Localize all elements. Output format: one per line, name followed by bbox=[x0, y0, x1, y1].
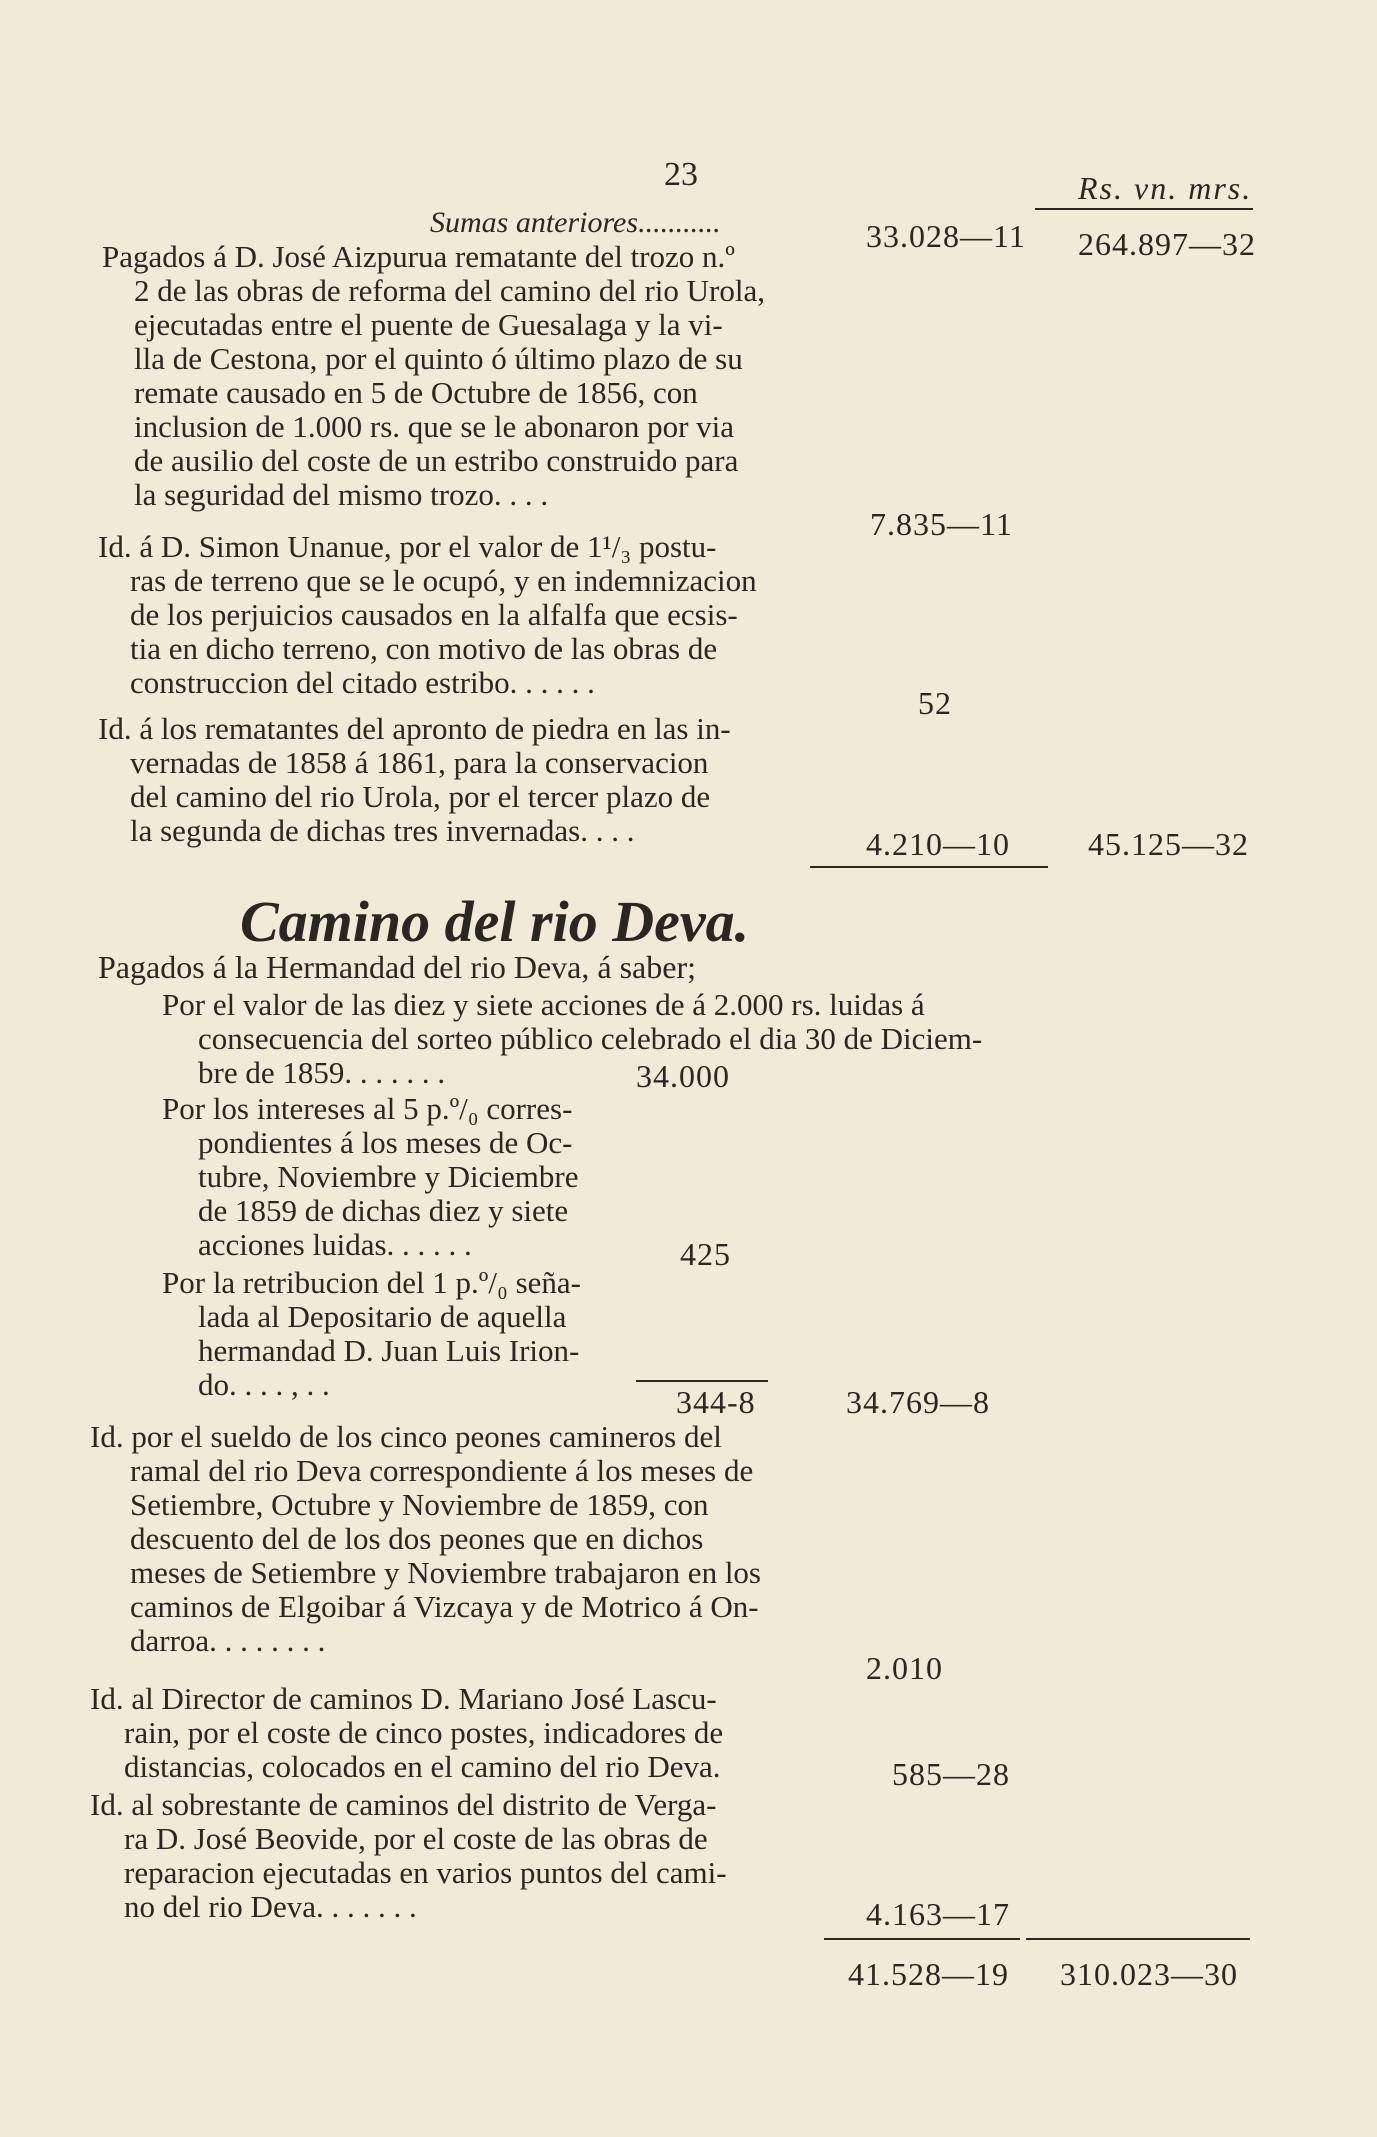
entry-peones: Id. por el sueldo de los cinco peones camineros del ramal del rio Deva correspondiente á los meses de Setiembre, Octubre y Noviembre de 1859, con descuento del de los dos peones que en dichos meses de Setiembre y Noviembre trabajaron en los caminos de Elgoibar á Vizcaya y de Motrico á On- darroa. . . . . . . . bbox=[90, 1419, 761, 1658]
sumas-col2: 264.897—32 bbox=[1078, 226, 1256, 262]
entry-reparacion-amount: 4.163—17 bbox=[866, 1896, 1010, 1932]
sumas-anteriores-label: Sumas anteriores........... bbox=[430, 206, 721, 239]
item-acciones-amount: 34.000 bbox=[636, 1058, 730, 1094]
entry-peones-amount: 2.010 bbox=[866, 1650, 943, 1686]
section-heading: Camino del rio Deva. bbox=[240, 889, 750, 954]
entry-apronto-amount: 4.210—10 bbox=[866, 826, 1010, 862]
header-rule bbox=[1035, 208, 1253, 210]
sumas-col1: 33.028—11 bbox=[866, 218, 1026, 254]
item-acciones: Por el valor de las diez y siete acciones de á 2.000 rs. luidas á consecuencia del sorteo público celebrado el dia 30 de Diciem- bre de 1859. . . . . . . bbox=[162, 987, 983, 1090]
entry-apronto-piedra: Id. á los rematantes del apronto de piedra en las in- vernadas de 1858 á 1861, para la conservacion del camino del rio Urola, por el tercer plazo de la segunda de dichas tres invernadas. . . . bbox=[98, 711, 731, 848]
entry-postes: Id. al Director de caminos D. Mariano José Lascu- rain, por el coste de cinco postes, indicadores de distancias, colocados en el camino del rio Deva. bbox=[90, 1681, 724, 1784]
entry-unanue-amount: 52 bbox=[918, 685, 952, 721]
item-retribucion: Por la retribucion del 1 p.º/₀ seña- lada al Depositario de aquella hermandad D. Juan Luis Irion- do. . . . , . . bbox=[162, 1265, 581, 1402]
entry-postes-amount: 585—28 bbox=[892, 1756, 1010, 1792]
entry-aizpurua-amount: 7.835—11 bbox=[870, 506, 1013, 542]
items-rule bbox=[636, 1380, 768, 1382]
grand-total-col1: 41.528—19 bbox=[848, 1956, 1009, 1992]
entry-aizpurua: Pagados á D. José Aizpurua rematante del trozo n.º 2 de las obras de reforma del camino del rio Urola, ejecutadas entre el puente de Guesalaga y la vi- lla de Cestona, por el quinto ó último plazo de su remate causado en 5 de Octubre de 1856, con inclusion de 1.000 rs. que se le abonaron por via de ausilio del coste de un estribo construido para la seguridad del mismo trozo. . . . bbox=[102, 239, 765, 512]
page-number: 23 bbox=[664, 156, 698, 193]
items-total: 34.769—8 bbox=[846, 1384, 990, 1420]
entry-reparacion: Id. al sobrestante de caminos del distrito de Verga- ra D. José Beovide, por el coste de las obras de reparacion ejecutadas en varios puntos del cami- no del rio Deva. . . . . . . bbox=[90, 1787, 727, 1924]
item-retribucion-amount: 344-8 bbox=[676, 1384, 756, 1420]
grand-total-col2: 310.023—30 bbox=[1060, 1956, 1238, 1992]
totals-rule-col2 bbox=[1026, 1938, 1250, 1940]
currency-heading: Rs. vn. mrs. bbox=[1078, 170, 1253, 206]
entry-unanue: Id. á D. Simon Unanue, por el valor de 1¹/₃ postu- ras de terreno que se le ocupó, y en indemnizacion de los perjuicios causados en la alfalfa que ecsis- tia en dicho terreno, con motivo de las obras de construccion del citado estribo. . . . . . bbox=[98, 529, 757, 700]
urola-rule bbox=[810, 866, 1048, 868]
item-intereses-amount: 425 bbox=[680, 1236, 731, 1272]
section-intro: Pagados á la Hermandad del rio Deva, á saber; bbox=[98, 949, 696, 985]
totals-rule-col1 bbox=[824, 1938, 1020, 1940]
item-intereses: Por los intereses al 5 p.º/₀ corres- pondientes á los meses de Oc- tubre, Noviembre y Diciembre de 1859 de dichas diez y siete acciones luidas. . . . . . bbox=[162, 1091, 579, 1262]
urola-subtotal: 45.125—32 bbox=[1088, 826, 1249, 862]
